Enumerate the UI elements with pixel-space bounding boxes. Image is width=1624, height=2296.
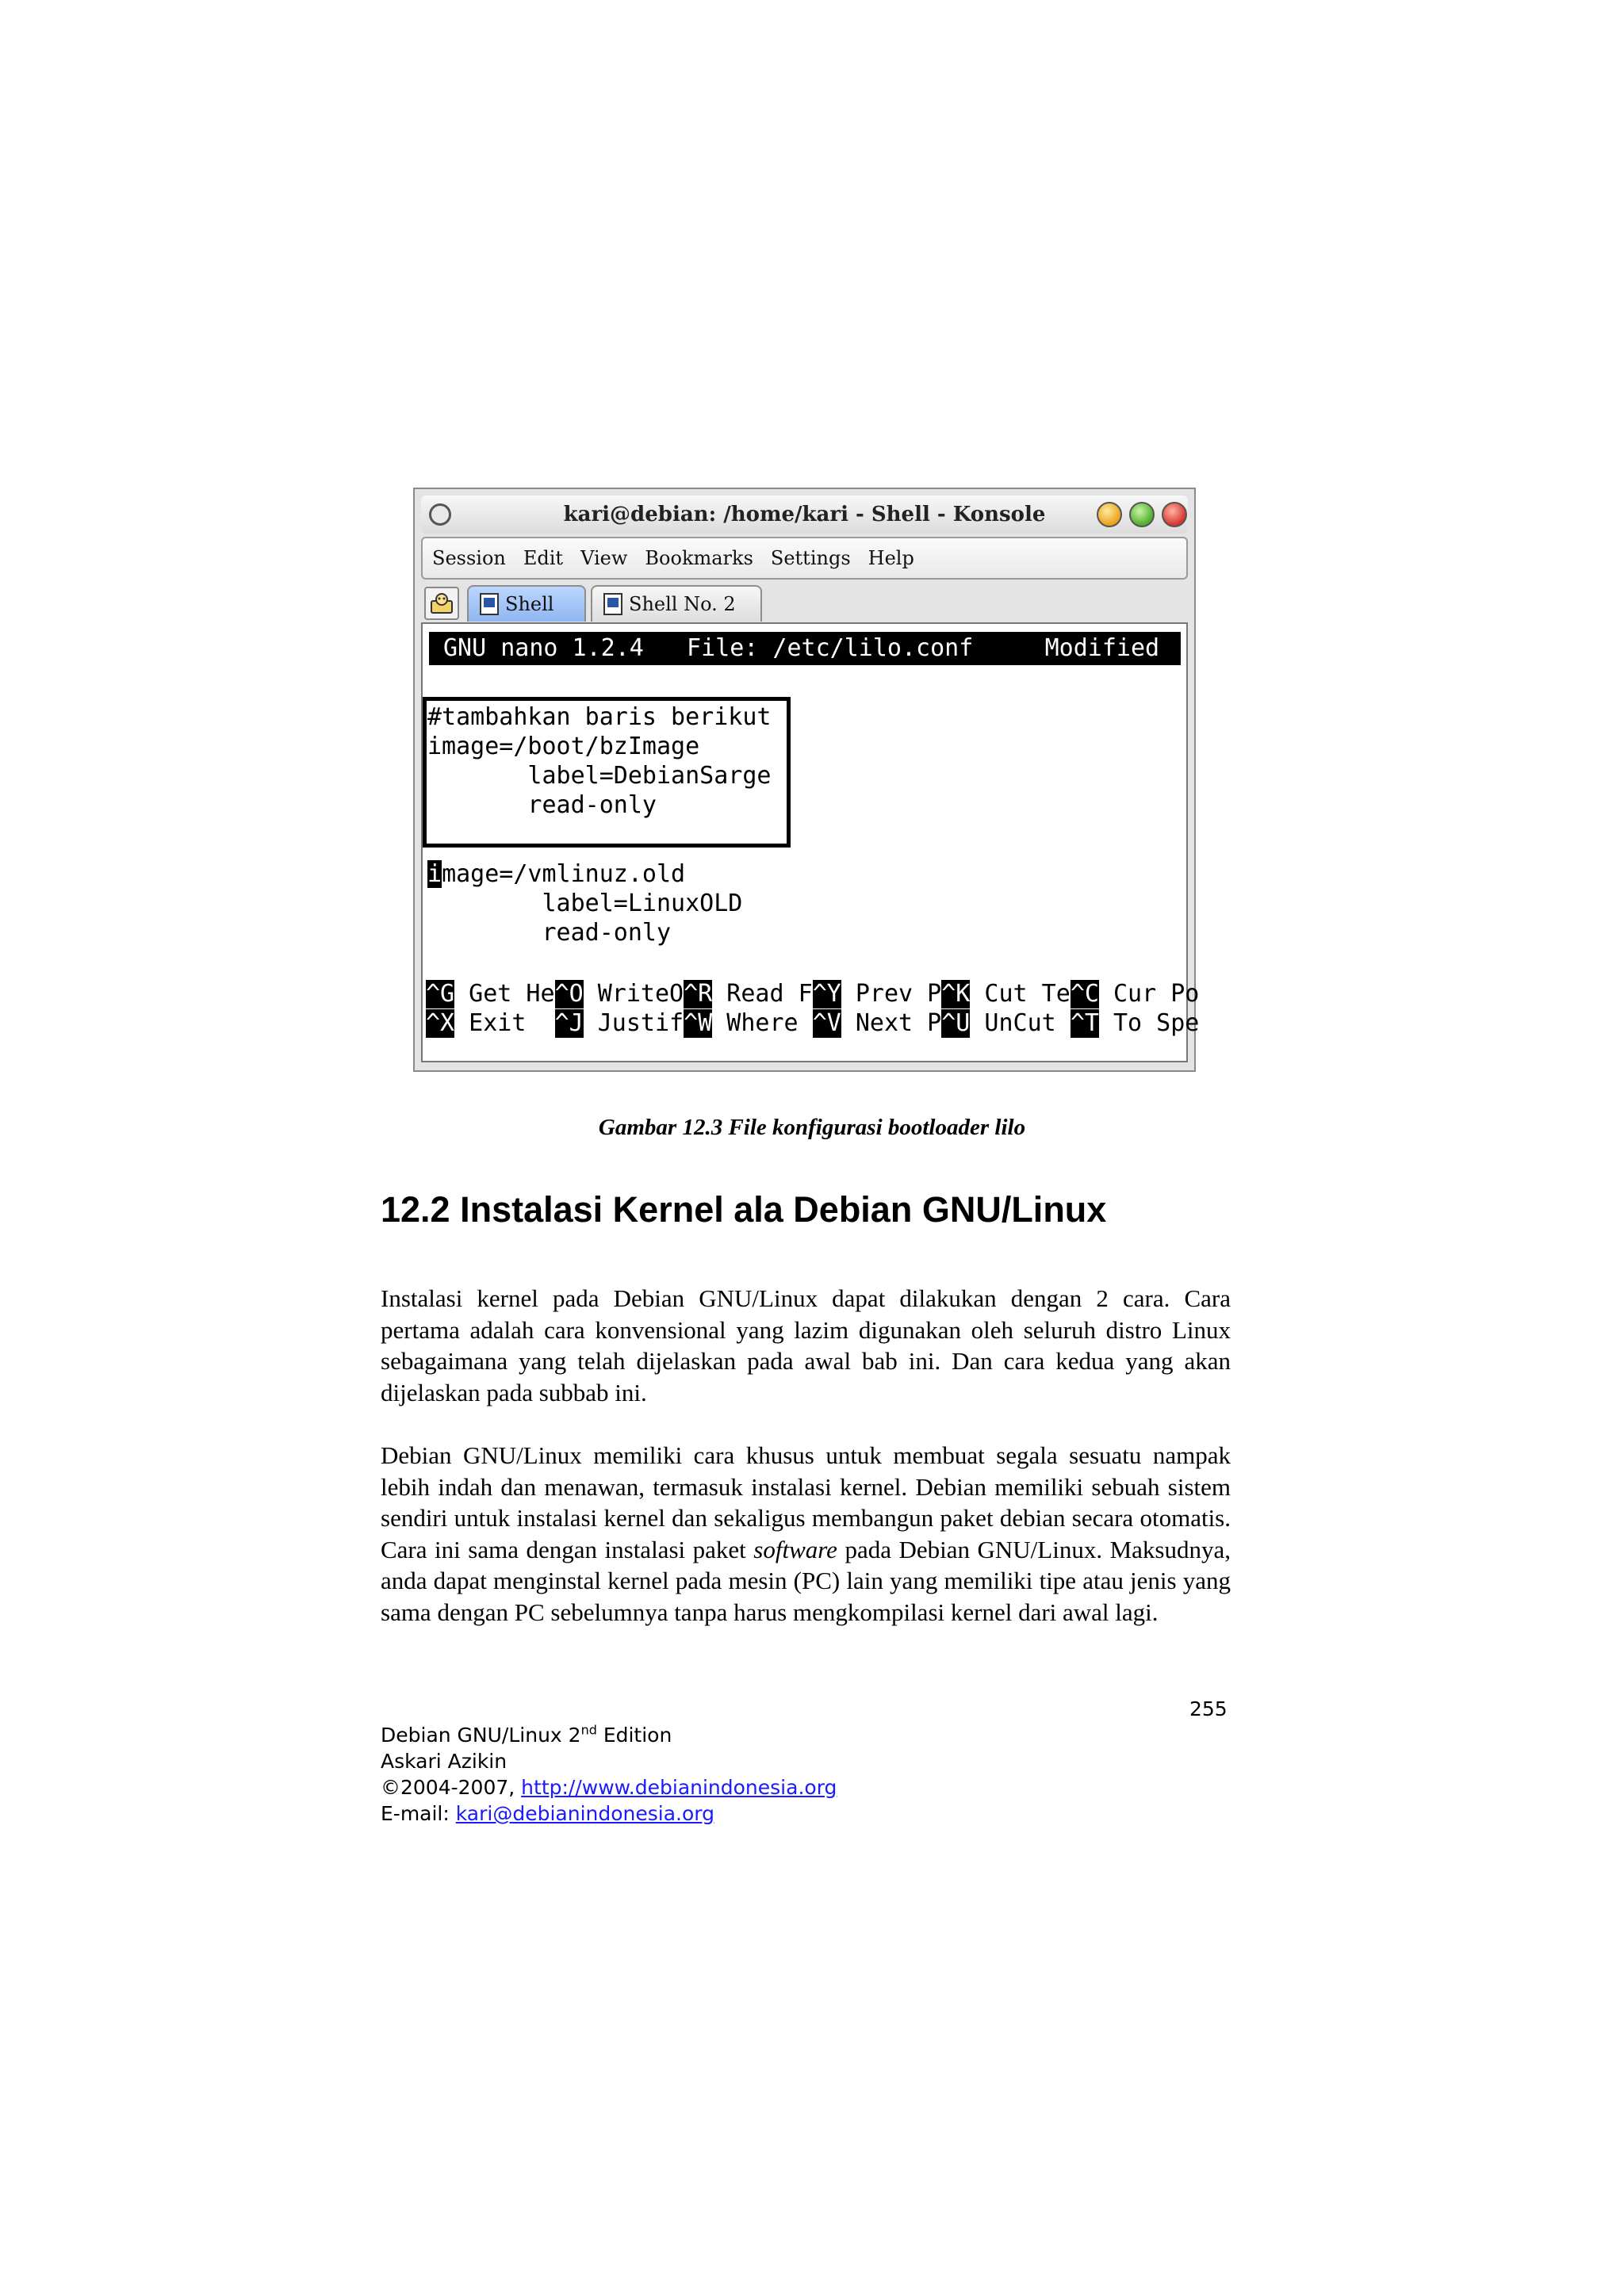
tab-shell-no-2[interactable] bbox=[591, 585, 762, 622]
maximize-icon[interactable] bbox=[1129, 502, 1155, 527]
shortcut-label: WriteO bbox=[583, 980, 684, 1008]
new-session-icon bbox=[429, 591, 454, 615]
window-titlebar bbox=[421, 496, 1188, 534]
menu-edit[interactable]: Edit bbox=[523, 547, 564, 569]
shortcut-key: ^W bbox=[684, 1009, 713, 1037]
footer-author: Askari Azikin bbox=[381, 1750, 508, 1773]
figure-caption: Gambar 12.3 File konfigurasi bootloader lilo bbox=[598, 1115, 1026, 1140]
shortcut-key: ^G bbox=[426, 980, 455, 1008]
code-line: read-only bbox=[427, 919, 672, 947]
code-line: #tambahkan baris berikut bbox=[427, 703, 772, 731]
paragraph-2-text: Debian GNU/Linux memiliki cara khusus untuk membuat segala sesuatu nampak lebih indah dan menawan, termasuk instalasi kernel. Debian memiliki sebuah sistem sendiri untuk instalasi kernel dan sekaligus membangun paket debian secara otomatis. Cara ini sama dengan instalasi paket bbox=[381, 1441, 1231, 1563]
code-line: read-only bbox=[427, 791, 657, 819]
footer-book-name: Debian GNU/Linux 2 bbox=[381, 1724, 581, 1747]
shortcut-label: Prev P bbox=[841, 980, 942, 1008]
shortcut-label: Read F bbox=[712, 980, 813, 1008]
close-icon[interactable] bbox=[1162, 502, 1187, 527]
shortcut-label: Where bbox=[712, 1009, 813, 1037]
shortcut-label: Justif bbox=[583, 1009, 684, 1037]
window-title: kari@debian: /home/kari - Shell - Konsole bbox=[563, 503, 1046, 526]
email-link[interactable]: kari@debianindonesia.org bbox=[455, 1802, 714, 1825]
footer-email-label: E-mail: bbox=[381, 1802, 456, 1825]
footer-book-title bbox=[381, 1722, 837, 1748]
shortcut-label: Exit bbox=[454, 1009, 555, 1037]
terminal-icon bbox=[603, 593, 622, 615]
menu-view[interactable]: View bbox=[580, 547, 628, 569]
menu-settings[interactable]: Settings bbox=[770, 547, 851, 569]
tab-shell-label: Shell bbox=[505, 593, 554, 615]
page-number: 255 bbox=[1189, 1697, 1228, 1720]
code-line-cursor bbox=[427, 860, 685, 889]
code-line: image=/boot/bzImage bbox=[427, 733, 700, 760]
section-heading: 12.2 Instalasi Kernel ala Debian GNU/Linux bbox=[381, 1189, 1107, 1230]
page-footer bbox=[381, 1722, 837, 1827]
code-line: label=DebianSarge bbox=[427, 762, 772, 790]
shortcut-label: UnCut bbox=[970, 1009, 1071, 1037]
shortcut-key: ^Y bbox=[812, 980, 841, 1008]
shortcut-label: Next P bbox=[841, 1009, 942, 1037]
shortcut-key: ^J bbox=[554, 1009, 584, 1037]
tab-shell[interactable] bbox=[467, 585, 586, 622]
shortcut-key: ^T bbox=[1070, 1009, 1099, 1037]
code-line-text: mage=/vmlinuz.old bbox=[442, 860, 686, 888]
shortcut-key: ^X bbox=[426, 1009, 455, 1037]
shortcut-key: ^U bbox=[941, 1009, 971, 1037]
tab-bar bbox=[421, 582, 1188, 622]
shortcut-key: ^R bbox=[684, 980, 713, 1008]
shortcut-label: Cur Po bbox=[1098, 980, 1200, 1008]
menu-bookmarks[interactable]: Bookmarks bbox=[645, 547, 753, 569]
nano-header: GNU nano 1.2.4 File: /etc/lilo.conf Modified bbox=[429, 632, 1181, 665]
code-line: label=LinuxOLD bbox=[427, 890, 743, 917]
shortcut-label: To Spe bbox=[1098, 1009, 1200, 1037]
menubar bbox=[421, 537, 1188, 580]
new-session-button[interactable] bbox=[424, 587, 459, 620]
tab-shell-no-2-label: Shell No. 2 bbox=[629, 593, 736, 615]
footer-book-edition: Edition bbox=[596, 1724, 672, 1747]
nano-shortcuts-row-2 bbox=[426, 1009, 1199, 1038]
minimize-icon[interactable] bbox=[1097, 502, 1122, 527]
shortcut-label: Cut Te bbox=[970, 980, 1071, 1008]
paragraph-2-italic: software bbox=[753, 1535, 837, 1563]
text-cursor: i bbox=[427, 860, 442, 888]
paragraph-2 bbox=[381, 1440, 1231, 1628]
shortcut-key: ^C bbox=[1070, 980, 1099, 1008]
terminal-icon bbox=[480, 593, 499, 615]
shortcut-label: Get He bbox=[454, 980, 555, 1008]
menu-help[interactable]: Help bbox=[868, 547, 914, 569]
shortcut-key: ^K bbox=[941, 980, 971, 1008]
footer-copyright-line bbox=[381, 1774, 837, 1800]
shortcut-key: ^V bbox=[812, 1009, 841, 1037]
footer-email-line bbox=[381, 1800, 837, 1827]
website-link[interactable]: http://www.debianindonesia.org bbox=[521, 1776, 837, 1799]
nano-shortcuts-row-1 bbox=[426, 980, 1199, 1008]
terminal-area[interactable] bbox=[421, 622, 1200, 1062]
shortcut-key: ^O bbox=[554, 980, 584, 1008]
paragraph-2-text-end: pada Debian GNU/Linux. Maksudnya, anda dapat menginstal kernel pada mesin (PC) lain yang memiliki tipe atau jenis yang sama dengan PC sebelumnya tanpa harus mengkompilasi kernel dari awal lagi. bbox=[381, 1535, 1231, 1626]
footer-book-sup: nd bbox=[580, 1722, 597, 1738]
menu-session[interactable]: Session bbox=[432, 547, 506, 569]
konsole-screenshot bbox=[413, 488, 1200, 1072]
footer-copyright: ©2004-2007, bbox=[381, 1776, 522, 1799]
paragraph-1: Instalasi kernel pada Debian GNU/Linux dapat dilakukan dengan 2 cara. Cara pertama adalah cara konvensional yang lazim digunakan oleh seluruh distro Linux sebagaimana yang telah dijelaskan pada awal bab ini. Dan cara kedua yang akan dijelaskan pada subbab ini. bbox=[381, 1284, 1231, 1406]
